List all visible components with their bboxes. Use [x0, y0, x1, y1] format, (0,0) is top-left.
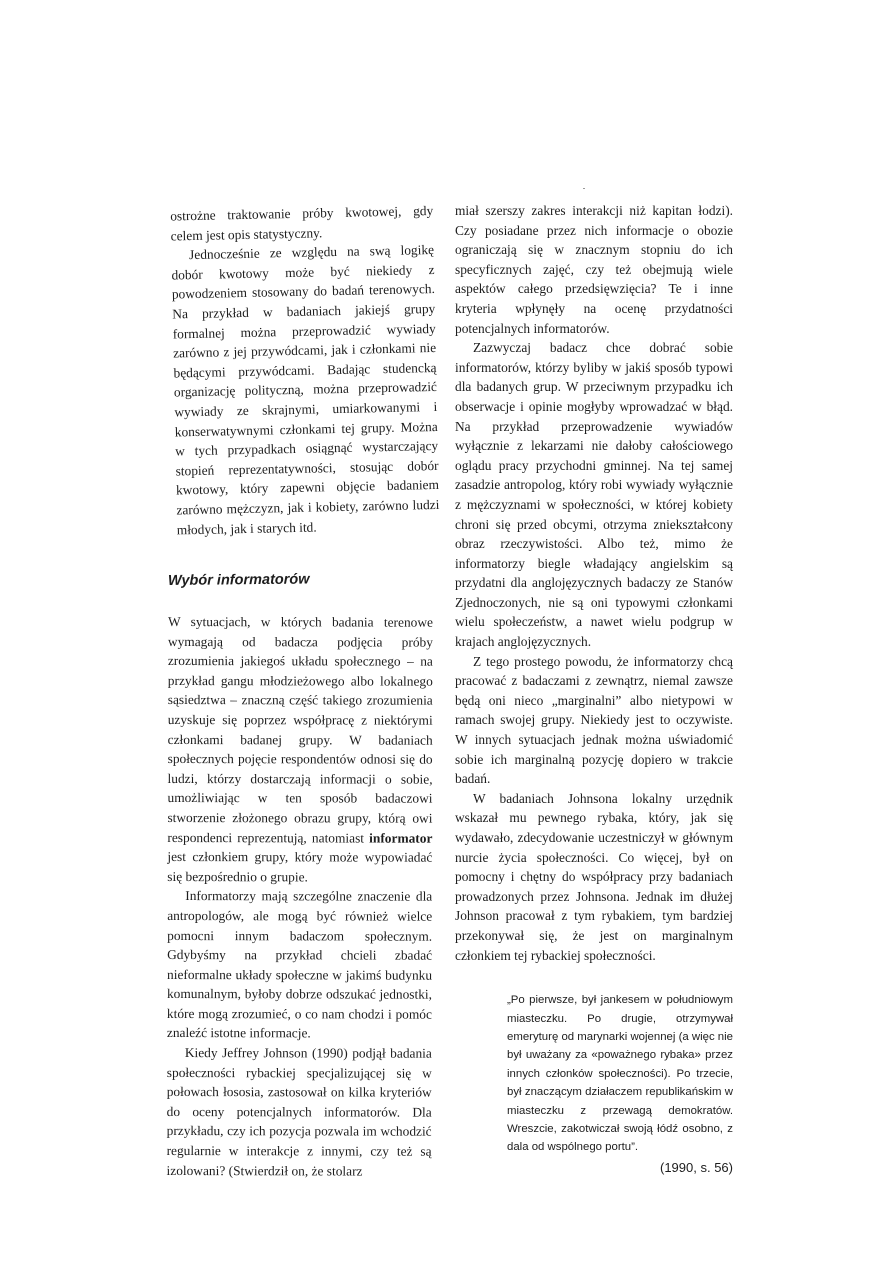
paragraph-3-part-2: jest członkiem grupy, który może wypowiadać się bezpośrednio o grupie.: [167, 849, 433, 885]
section-heading: Wybór informatorów: [167, 571, 310, 590]
scan-speck: [583, 188, 585, 189]
paragraph-6: miał szerszy zakres interakcji niż kapitan łodzi). Czy posiadane przez nich informacje o obozie ograniczają się w znacznym stopniu do ich specyficznych zajęć, czy też obejmują wiele aspektów całego przedsięwzięcia? Te i inne kryteria wpłynęły na ocenę przydatności potencjalnych informatorów.: [455, 203, 733, 336]
paragraph-3-part-1: W sytuacjach, w których badania terenowe wymagają od badacza podjęcia próby zrozumienia jakiegoś układu społecznego – na przykład gangu młodzieżowego albo lokalnego sąsiedztwa – znaczną część takiego zrozumienia uzyskuje się poprzez współpracę z niektórymi członkami badanej grupy. W badaniach społecznych pojęcie respondentów odnosi się do ludzi, którzy dostarczają informacji o sobie, umożliwiając w ten sposób badaczowi stworzenie złożonego obrazu grupy, którą owi respondenci reprezentują, natomiast: [167, 614, 433, 846]
paragraph-4: Informatorzy mają szczególne znaczenie dla antropologów, ale mogą być również wielce pomocni innym badaczom społecznym. Gdybyśmy na przykład chcieli zbadać nieformalne układy społeczne w jakimś budynku komunalnym, byłoby dobrze odszukać jednostki, które mogą zrozumieć, o co nam chodzi i pomóc znaleźć istotne informacje.: [166, 888, 433, 1041]
paragraph-9: W badaniach Johnsona lokalny urzędnik wskazał mu pewnego rybaka, który, jak się wydawało, zdecydowanie uczestniczył w głównym nurcie życia społeczności. Co więcej, był on pomocny i chętny do współpracy przy badaniach prowadzonych przez Johnsona. Jednak im dłużej Johnson pracował z tym rybakiem, tym bardziej przekonywał się, że jest on marginalnym członkiem tej rybackiej społeczności.: [455, 790, 733, 963]
quote-text: „Po pierwsze, był jankesem w południowym miasteczku. Po drugie, otrzymywał emeryturę od marynarki wojennej (a więc nie był uważany za «poważnego rybaka» przez innych członków społeczności). Po trzecie, był znaczącym działaczem republikańskim w miasteczku z przewagą demokratów. Wreszcie, zakotwiczał swoją łódź osobno, z dala od wspólnego portu”.: [507, 994, 734, 1154]
paragraph-8: Z tego prostego powodu, że informatorzy chcą pracować z badaczami z zewnątrz, niemal zawsze będą oni nieco „marginalni” albo nietypowi w ramach swojej grupy. Niekiedy jest to oczywiste. W innych sytuacjach jednak można uświadomić sobie ich marginalną pozycję dopiero w trakcie badań.: [455, 653, 733, 787]
term-informator: informator: [369, 830, 433, 846]
paragraph-2: Jednocześnie ze względu na swą logikę dobór kwotowy może być niekiedy z powodzeniem stosowany do badań terenowych. Na przykład w badaniach jakiejś grupy formalnej można przeprowadzić wywiady zarówno z jej przywódcami, jak i członkami nie będącymi przywódcami. Badając studencką organizację polityczną, można przeprowadzić wywiady ze skrajnymi, umiarkowanymi i konserwatywnymi członkami tej grupy. Można w tych przypadkach osiągnąć wystarczający stopień reprezentatywności, stosując dobór kwotowy, który zapewni objęcie badaniem zarówno mężczyzn, jak i kobiety, zarówno ludzi młodych, jak i starych itd.: [171, 242, 440, 537]
left-column: [166, 201, 440, 1180]
left-top-block: [170, 201, 440, 540]
quote-source: (1990, s. 56): [660, 1159, 733, 1175]
paragraph-1: ostrożne traktowanie próby kwotowej, gdy celem jest opis statystyczny.: [170, 202, 434, 244]
paragraph-3: [167, 612, 433, 887]
right-column: [455, 201, 733, 1177]
paragraph-7: Zazwyczaj badacz chce dobrać sobie informatorów, którzy byliby w jakiś sposób typowi dla badanych grup. W przeciwnym przypadku ich obserwacje i opinie mogłyby wprowadzać w błąd. Na przykład przeprowadzenie wywiadów wyłącznie z lekarzami nie dałoby całościowego oglądu pracy przychodni gminnej. Na tej samej zasadzie antropolog, który robi wywiady wyłącznie z mężczyznami w społeczności, w której kobiety chroni się przed obcymi, otrzyma zniekształcony obraz rzeczywistości. Albo też, mimo że informatorzy biegle władający angielskim są przydatni dla anglojęzycznych badaczy ze Stanów Zjednoczonych, nie są oni typowymi członkami wielu społeczeństw, a nawet wielu podgrup w krajach anglojęzycznych.: [455, 340, 733, 650]
block-quote: [507, 991, 733, 1177]
paragraph-5: Kiedy Jeffrey Johnson (1990) podjął badania społeczności rybackiej specjalizującej się w połowach łososia, zastosował on kilka kryteriów do oceny potencjalnych informatorów. Dla przykładu, czy ich pozycja pozwala im wchodzić regularnie w interakcje z innymi, czy też są izolowani? (Stwierdził on, że stolarz: [166, 1045, 432, 1179]
left-bottom-block: [167, 612, 433, 1181]
